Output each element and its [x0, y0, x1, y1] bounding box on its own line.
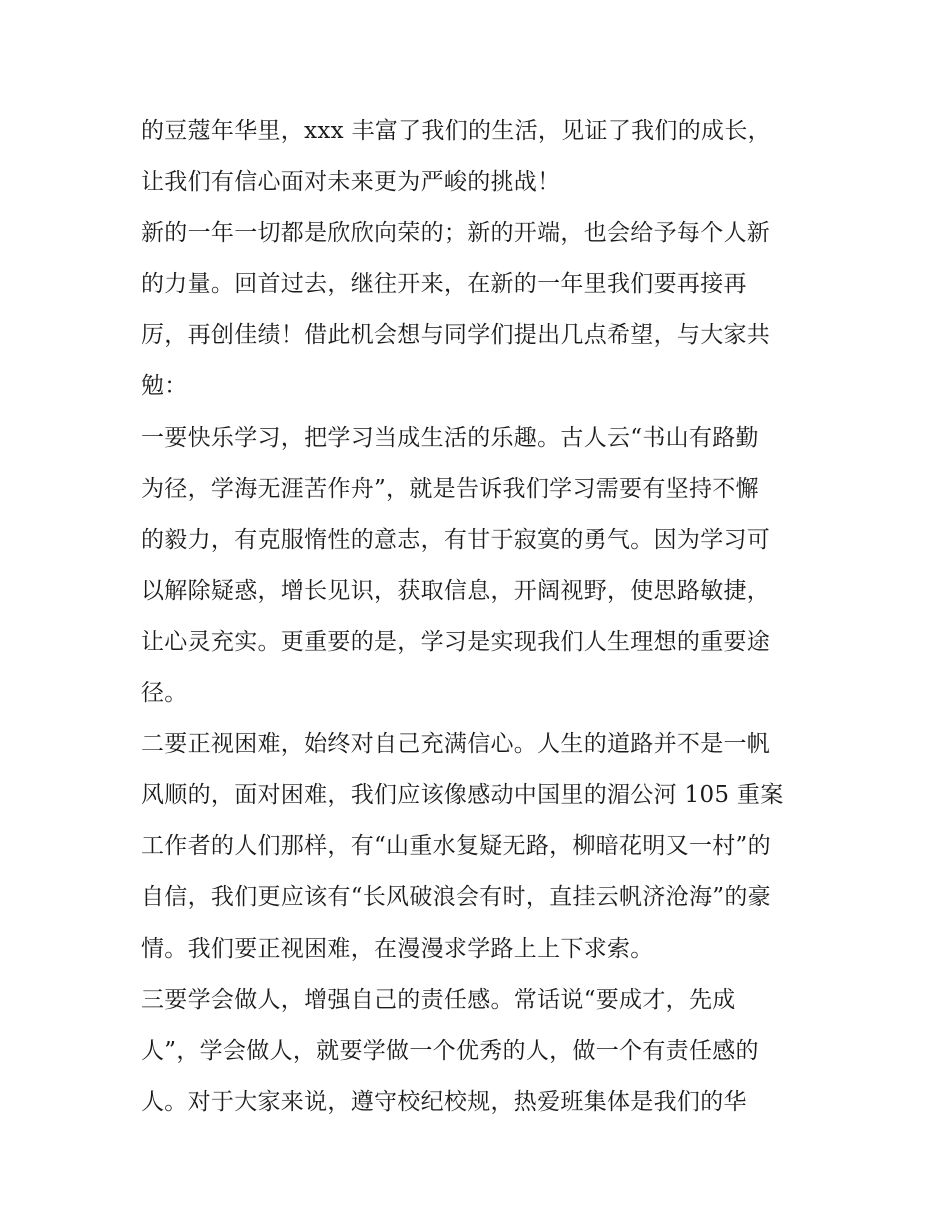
text-line: 勉： — [141, 373, 188, 400]
text-line: 新的一年一切都是欣欣向荣的；新的开端，也会给予每个人新 — [141, 220, 771, 247]
text-line: 一要快乐学习，把学习当成生活的乐趣。古人云“书山有路勤 — [141, 424, 759, 451]
text-line: 让我们有信心面对未来更为严峻的挑战！ — [141, 169, 561, 196]
text-line: 的豆蔻年华里，xxx 丰富了我们的生活，见证了我们的成长， — [141, 118, 771, 144]
text-line: 的力量。回首过去，继往开来，在新的一年里我们要再接再 — [141, 271, 747, 298]
text-line: 厉，再创佳绩！借此机会想与同学们提出几点希望，与大家共 — [141, 322, 771, 349]
text-line: 的毅力，有克服惰性的意志，有甘于寂寞的勇气。因为学习可 — [141, 526, 771, 553]
text-line: 让心灵充实。更重要的是，学习是实现我们人生理想的重要途 — [141, 628, 771, 655]
text-line: 三要学会做人，增强自己的责任感。常话说“要成才，先成 — [141, 986, 736, 1013]
text-line: 风顺的，面对困难，我们应该像感动中国里的湄公河 105 重案 — [141, 782, 784, 809]
text-line: 人”，学会做人，就要学做一个优秀的人，做一个有责任感的 — [141, 1037, 759, 1064]
text-line: 二要正视困难，始终对自己充满信心。人生的道路并不是一帆 — [141, 731, 771, 758]
text-line: 工作者的人们那样，有“山重水复疑无路，柳暗花明又一村”的 — [141, 833, 771, 860]
text-line: 情。我们要正视困难，在漫漫求学路上上下求索。 — [141, 935, 654, 962]
text-line: 为径，学海无涯苦作舟”，就是告诉我们学习需要有坚持不懈 — [141, 475, 759, 502]
document-body — [141, 106, 821, 1128]
text-line: 以解除疑惑，增长见识，获取信息，开阔视野，使思路敏捷， — [141, 577, 771, 604]
text-line: 径。 — [141, 680, 188, 707]
text-line: 自信，我们更应该有“长风破浪会有时，直挂云帆济沧海”的豪 — [141, 884, 771, 911]
text-line: 人。对于大家来说，遵守校纪校规，热爱班集体是我们的华 — [141, 1088, 747, 1115]
